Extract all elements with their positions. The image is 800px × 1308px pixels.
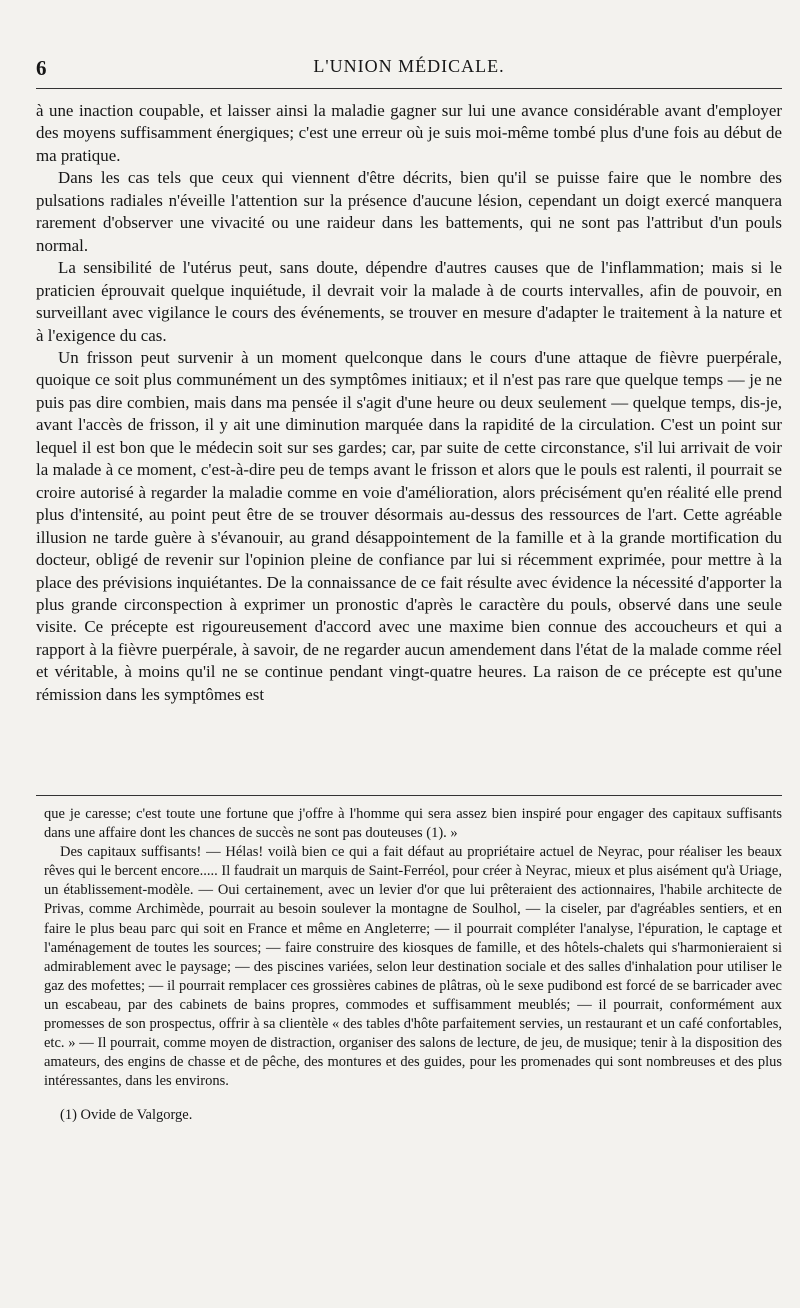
paragraph-1: à une inaction coupable, et laisser ainsi la maladie gagner sur lui une avance considérable avant d'employer des moyens suffisamment énergiques; c'est une erreur où je suis moi-même tombé plus d'une fois au début de ma pratique.: [36, 101, 782, 165]
notes-rule: [36, 795, 782, 796]
note-paragraph-2: Des capitaux suffisants! — Hélas! voilà bien ce qui a fait défaut au propriétaire actuel de Neyrac, pour réaliser les beaux rêves qui le bercent encore..... Il faudrait un marquis de Saint-Ferréol, pour créer à Neyrac, mieux et plus aisément qu'à Uriage, un établissement-modèle. — Oui certainement, avec un levier d'or que lui prêteraient des actionnaires, l'habile architecte de Privas, comme Archimède, pourrait au besoin soulever la montagne de Soulhol, — la ciseler, par d'agréables sentiers, et en faire le plus beau parc qui soit en France et même en Angleterre; — il pourrait compléter l'analyse, l'épuration, le captage et l'aménagement de toutes les sources; — faire construire des kiosques de famille, et des hôtels-chalets qui s'harmonieraient si admirablement avec le paysage; — des piscines variées, selon leur destination sociale et des salles d'inhalation pour utiliser le gaz des mofettes; — il pourrait remplacer ces grossières cabines de plâtras, où le sexe pudibond est forcé de se barricader avec un escabeau, par des cabinets de bains propres, commodes et suffisamment meublés; — il pourrait, conformément aux promesses de son prospectus, offrir à sa clientèle « des tables d'hôte parfaitement servies, un restaurant et un café confortables, etc. » — Il pourrait, comme moyen de distraction, organiser des salons de lecture, de jeu, de musique; tenir à la disposition des amateurs, des engins de chasse et de pêche, des montures et des guides, pour les promenades qui sont nombreuses et des plus intéressantes, dans les environs.: [44, 844, 782, 1090]
paragraph-3: La sensibilité de l'utérus peut, sans doute, dépendre d'autres causes que de l'inflammation; mais si le praticien éprouvait quelque inquiétude, il devrait voir la malade à de courts intervalles, afin de pouvoir, en surveillant avec vigilance le cours des événements, se trouver en mesure d'adapter le traitement à la nature et à l'exigence du cas.: [36, 258, 782, 345]
header-rule: [36, 88, 782, 89]
page-header: [36, 54, 782, 80]
paragraph-2: Dans les cas tels que ceux qui viennent d'être décrits, bien qu'il se puisse faire que le nombre des pulsations radiales n'éveille l'attention sur la présence d'aucune lésion, cependant un doigt exercé manquera rarement d'observer une vivacité ou une raideur dans les battements, qui ne sont pas l'attribut d'un pouls normal.: [36, 168, 782, 255]
feuilleton-notes: [44, 805, 782, 1126]
footnote: (1) Ovide de Valgorge.: [60, 1107, 193, 1124]
page-number: 6: [36, 56, 47, 80]
note-paragraph-1: que je caresse; c'est toute une fortune que j'offre à l'homme qui sera assez bien inspiré pour engager des capitaux suffisants dans une affaire dont les chances de succès ne sont pas douteuses (1). »: [44, 806, 782, 842]
paragraph-4: Un frisson peut survenir à un moment quelconque dans le cours d'une attaque de fièvre puerpérale, quoique ce soit plus communément un des symptômes initiaux; et il n'est pas rare que quelque temps — je ne puis pas dire combien, mais dans ma pensée il s'agit d'une heure ou deux seulement — quelque temps, dis-je, avant l'accès de frisson, il y ait une diminution marquée dans la rapidité de la circulation. C'est un point sur lequel il est bon que le médecin soit sur ses gardes; car, par suite de cette circonstance, s'il lui arrivait de voir la malade à ce moment, c'est-à-dire peu de temps avant le frisson et alors que le pouls est ralenti, il pourrait se croire autorisé à regarder la maladie comme en voie d'amélioration, alors précisément qu'en réalité elle prend plus d'intensité, au point peut être de se trouver désormais au-dessus des ressources de l'art. Cette agréable illusion ne tarde guère à s'évanouir, au grand désappointement de la famille et à la grande mortification du docteur, obligé de revenir sur l'opinion pleine de confiance par lui si récemment exprimée, pour mettre à la place des prévisions inquiétantes. De la connaissance de ce fait résulte avec évidence la nécessité d'apporter la plus grande circonspection à exprimer un pronostic d'après le caractère du pouls, observé dans une seule visite. Ce précepte est rigoureusement d'accord avec une maxime bien connue des accoucheurs et qui a rapport à la fièvre puerpérale, à savoir, de ne regarder aucun amendement dans l'état de la malade comme réel et véritable, à moins qu'il ne se continue pendant vingt-quatre heures. La raison de ce précepte est qu'une rémission dans les symptômes est: [36, 347, 782, 704]
main-text: [36, 100, 782, 706]
running-title: L'UNION MÉDICALE.: [313, 56, 505, 76]
